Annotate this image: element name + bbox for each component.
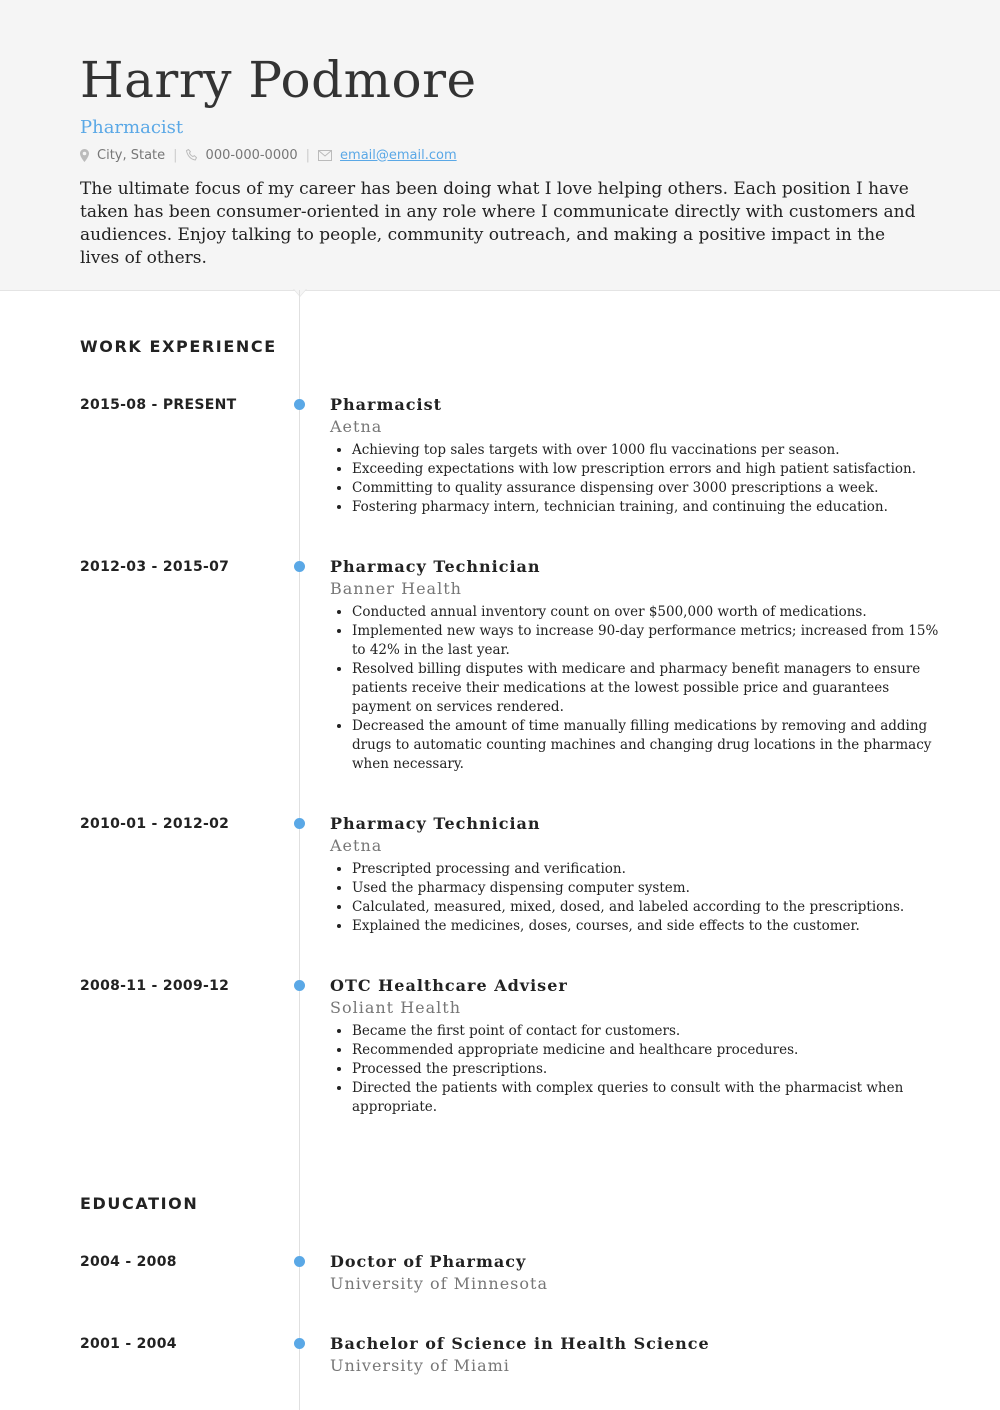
contact-separator: | xyxy=(173,147,178,163)
entry-role: OTC Healthcare Adviser xyxy=(330,976,568,995)
timeline-line xyxy=(299,290,300,1410)
timeline-dot xyxy=(294,561,305,572)
work-experience-heading: WORK EXPERIENCE xyxy=(80,337,277,356)
entry-organization: Banner Health xyxy=(330,579,462,598)
timeline-dot xyxy=(294,980,305,991)
education-heading: EDUCATION xyxy=(80,1194,199,1213)
bullet-item: • Exceeding expectations with low prescription errors and high patient satisfaction. xyxy=(352,460,942,479)
entry-role: Pharmacy Technician xyxy=(330,557,541,576)
entry-date: 2001 - 2004 xyxy=(80,1336,177,1352)
job-title: Pharmacist xyxy=(80,117,184,138)
entry-date: 2008-11 - 2009-12 xyxy=(80,978,230,994)
entry-bullets xyxy=(330,441,942,517)
bullet-item: • Processed the prescriptions. xyxy=(352,1060,942,1079)
entry-bullets xyxy=(330,860,942,936)
bullet-item: • Achieving top sales targets with over 1000 flu vaccinations per season. xyxy=(352,441,942,460)
entry-organization: Aetna xyxy=(330,417,383,436)
entry-date: 2010-01 - 2012-02 xyxy=(80,816,230,832)
bullet-item: • Implemented new ways to increase 90-day performance metrics; increased from 15% to 42% in the last year. xyxy=(352,622,942,660)
entry-school: University of Minnesota xyxy=(330,1274,548,1293)
timeline-dot xyxy=(294,1338,305,1349)
bullet-item: • Decreased the amount of time manually filling medications by removing and adding drugs to automatic counting machines and changing drug locations in the pharmacy when necessary. xyxy=(352,717,942,774)
timeline-dot xyxy=(294,818,305,829)
bullet-item: • Resolved billing disputes with medicare and pharmacy benefit managers to ensure patients receive their medications at the lowest possible price and guarantees payment on services rendered. xyxy=(352,660,942,717)
bullet-item: • Committing to quality assurance dispensing over 3000 prescriptions a week. xyxy=(352,479,942,498)
bullet-item: • Conducted annual inventory count on over $500,000 worth of medications. xyxy=(352,603,942,622)
entry-bullets xyxy=(330,603,942,774)
entry-role: Pharmacy Technician xyxy=(330,814,541,833)
phone-text: 000-000-0000 xyxy=(205,147,298,163)
candidate-name: Harry Podmore xyxy=(80,51,477,109)
map-pin-icon xyxy=(80,149,89,162)
entry-role: Pharmacist xyxy=(330,395,442,414)
entry-date: 2012-03 - 2015-07 xyxy=(80,559,230,575)
resume-header xyxy=(0,0,1000,291)
entry-degree: Bachelor of Science in Health Science xyxy=(330,1334,710,1353)
bullet-item: • Recommended appropriate medicine and healthcare procedures. xyxy=(352,1041,942,1060)
entry-organization: Soliant Health xyxy=(330,998,461,1017)
entry-date: 2015-08 - PRESENT xyxy=(80,397,237,413)
bullet-item: • Became the first point of contact for customers. xyxy=(352,1022,942,1041)
profile-summary: The ultimate focus of my career has been doing what I love helping others. Each position I have taken has been consumer-oriented in any role where I communicate directly with customers and audiences. Enjoy talking to people, community outreach, and making a positive impact in the lives of others. xyxy=(80,179,916,268)
entry-school: University of Miami xyxy=(330,1356,510,1375)
entry-organization: Aetna xyxy=(330,836,383,855)
bullet-item: • Directed the patients with complex queries to consult with the pharmacist when appropriate. xyxy=(352,1079,942,1117)
timeline-dot xyxy=(294,399,305,410)
entry-degree: Doctor of Pharmacy xyxy=(330,1252,527,1271)
bullet-item: • Prescripted processing and verification. xyxy=(352,860,942,879)
location-text: City, State xyxy=(97,147,166,163)
header-notch-fill xyxy=(294,289,306,296)
contact-separator: | xyxy=(305,147,311,163)
bullet-item: • Fostering pharmacy intern, technician training, and continuing the education. xyxy=(352,498,942,517)
contact-info xyxy=(80,145,457,165)
entry-bullets xyxy=(330,1022,942,1117)
entry-date: 2004 - 2008 xyxy=(80,1254,177,1270)
bullet-item: • Calculated, measured, mixed, dosed, and labeled according to the prescriptions. xyxy=(352,898,942,917)
bullet-item: • Explained the medicines, doses, courses, and side effects to the customer. xyxy=(352,917,942,936)
envelope-icon xyxy=(318,150,332,161)
bullet-item: • Used the pharmacy dispensing computer system. xyxy=(352,879,942,898)
phone-icon xyxy=(186,149,198,161)
email-link[interactable]: email@email.com xyxy=(340,147,457,163)
timeline-dot xyxy=(294,1256,305,1267)
